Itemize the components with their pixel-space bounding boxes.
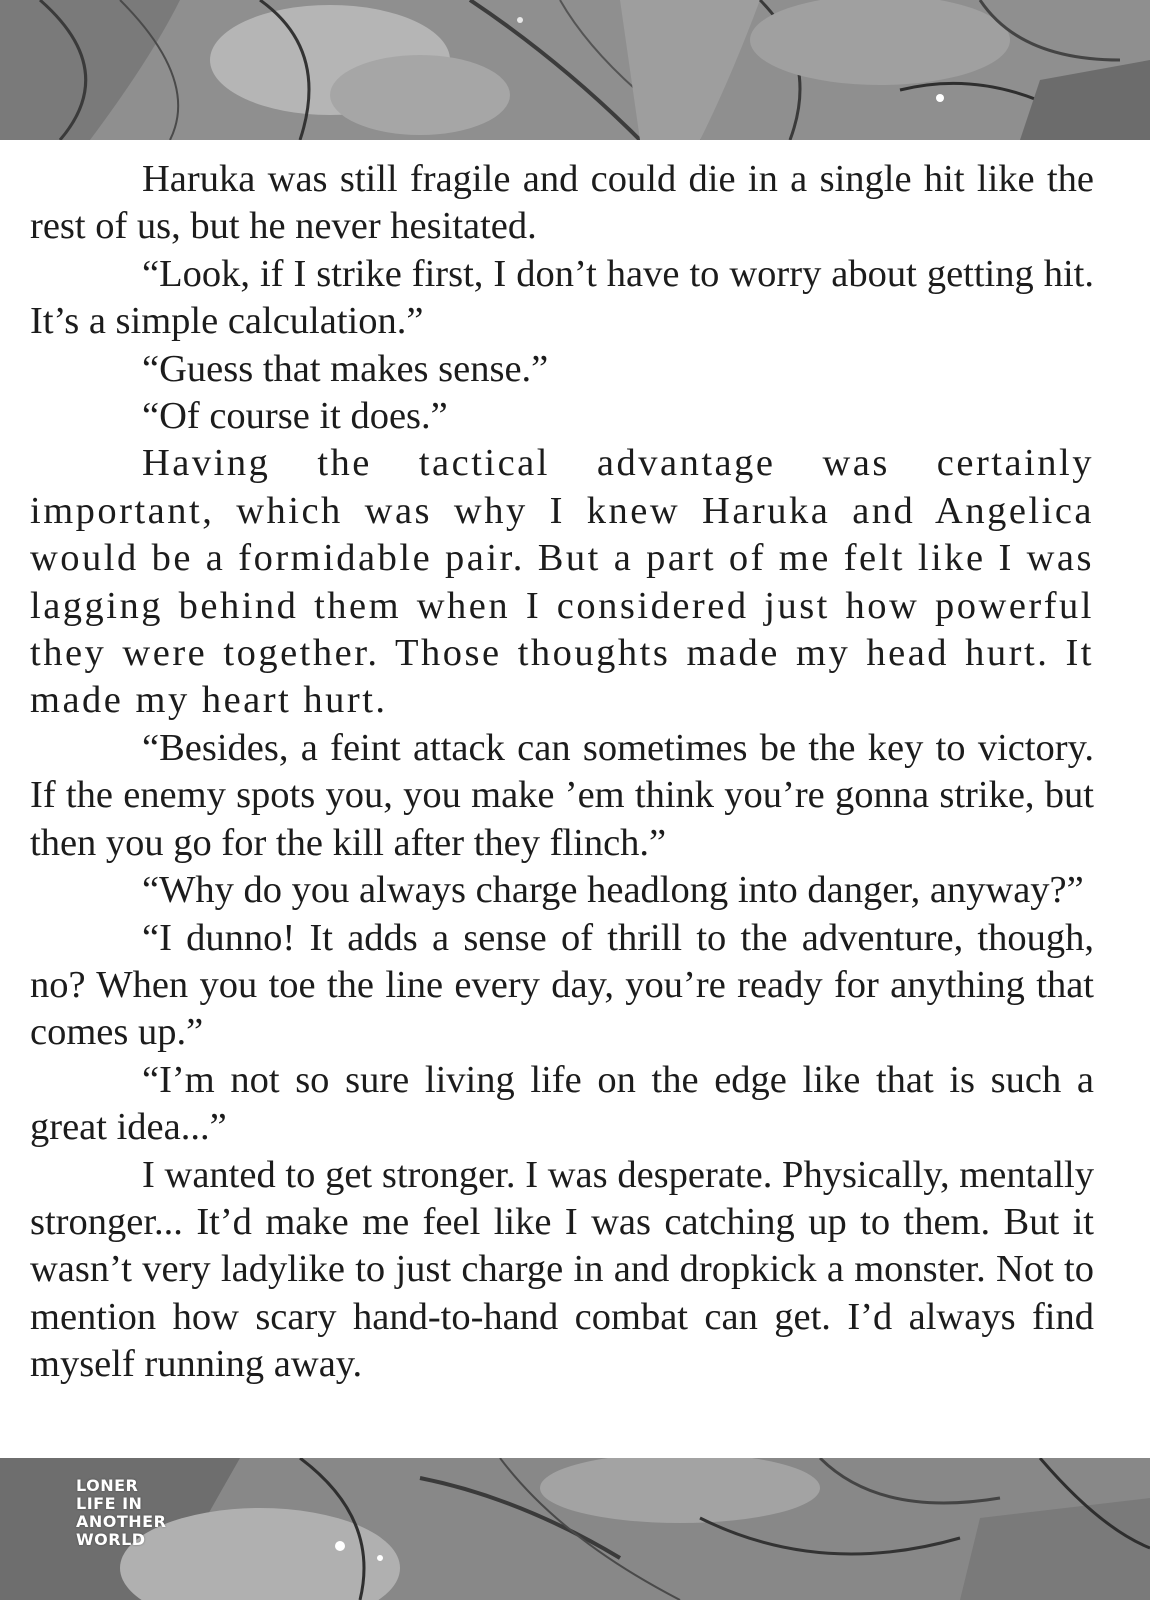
series-logo xyxy=(76,1477,166,1549)
paragraph: “Besides, a feint attack can sometimes be the key to victory. If the enemy spots you, you make ’em think you’re gonna strike, but then you go for the kill after they flinch.” xyxy=(30,726,1094,864)
paragraph: “Of course it does.” xyxy=(142,395,448,438)
paragraph: “Look, if I strike first, I don’t have to worry about getting hit. It’s a simple calculation.” xyxy=(30,252,1094,343)
paragraph: I wanted to get stronger. I was desperate. Physically, mentally stronger... It’d make me feel like I was catching up to them. But it wasn’t very ladylike to just charge in and dropkick a monster. Not to mention how scary hand-to-hand combat can get. I’d always find myself running away. xyxy=(30,1153,1094,1386)
paragraph: Having the tactical advantage was certainly important, which was why I knew Haruka and Angelica would be a formidable pair. But a part of me felt like I was lagging behind them when I considered just how powerful they were together. Those thoughts made my head hurt. It made my heart hurt. xyxy=(30,442,1094,722)
foliage-illustration xyxy=(0,0,1150,140)
logo-line: LONER xyxy=(76,1476,139,1495)
paragraph: Haruka was still fragile and could die in a single hit like the rest of us, but he never hesitated. xyxy=(30,158,1094,248)
top-illustration-banner xyxy=(0,0,1150,140)
foliage-illustration xyxy=(0,1458,1150,1600)
logo-line: LIFE IN xyxy=(76,1494,143,1513)
bottom-illustration-banner xyxy=(0,1458,1150,1600)
paragraph: “Guess that makes sense.” xyxy=(142,347,549,390)
logo-line: WORLD xyxy=(76,1530,146,1549)
paragraph: “I dunno! It adds a sense of thrill to the adventure, though, no? When you toe the line every day, you’re ready for anything that comes up.” xyxy=(30,916,1094,1054)
paragraph: “I’m not so sure living life on the edge like that is such a great idea...” xyxy=(30,1058,1094,1149)
logo-line: ANOTHER xyxy=(76,1512,167,1531)
paragraph: “Why do you always charge headlong into danger, anyway?” xyxy=(142,869,1084,912)
story-text xyxy=(30,156,1094,1389)
